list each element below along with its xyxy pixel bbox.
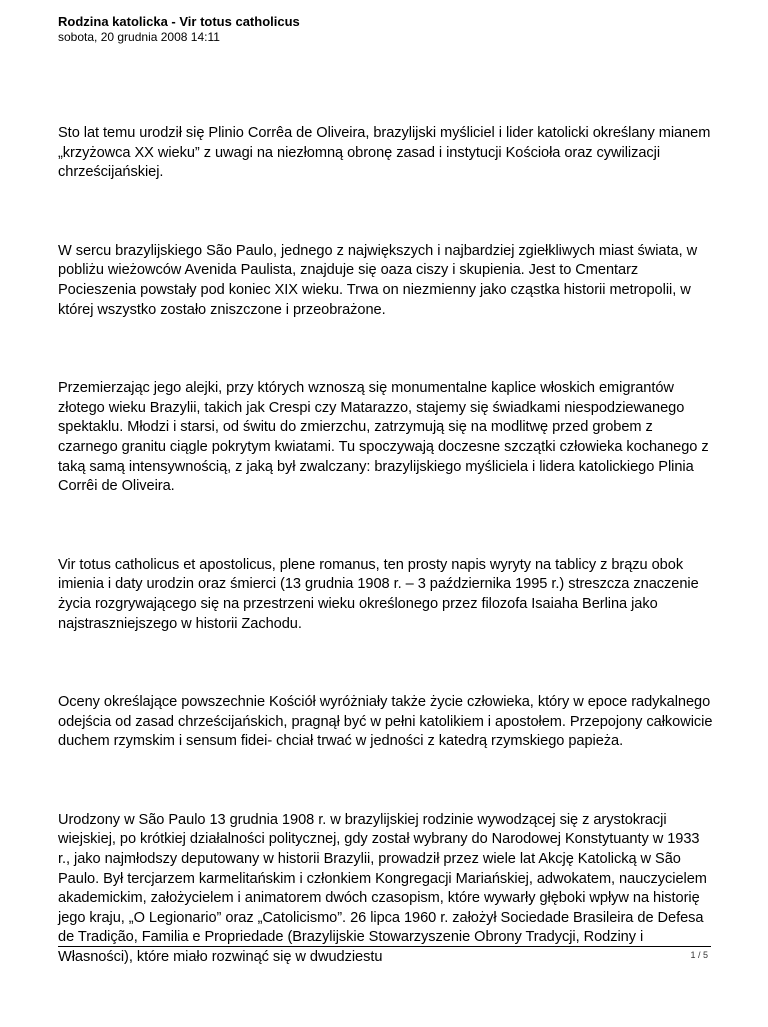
article-body (58, 124, 713, 1027)
paragraph: W sercu brazylijskiego São Paulo, jednego z największych i najbardziej zgiełkliwych miast świata, w pobliżu wieżowców Avenida Paulista, znajduje się oaza ciszy i skupienia. Jest to Cmentarz Pocieszenia powstały pod koniec XIX wieku. Trwa on niezmienny jako cząstka historii metropolii, w której wszystko zostało zniszczone i przeobrażone. (58, 242, 698, 318)
footer-divider (58, 946, 711, 947)
document-title: Rodzina katolicka - Vir totus catholicus (58, 14, 300, 29)
page-header (58, 14, 708, 45)
paragraph: Vir totus catholicus et apostolicus, plene romanus, ten prosty napis wyryty na tablicy z brązu obok imienia i daty urodzin oraz śmierci (13 grudnia 1908 r. – 3 października 1995 r.) streszcza znaczenie życia rozgrywającego się na przestrzeni wieku określonego przez filozofa Isaiaha Berlina jako najstraszniejszego w historii Zachodu. (58, 556, 699, 632)
document-date: sobota, 20 grudnia 2008 14:11 (58, 30, 220, 44)
paragraph: Oceny określające powszechnie Kościół wyróżniały także życie człowieka, który w epoce radykalnego odejścia od zasad chrześcijańskich, pragnął być w pełni katolikiem i apostołem. Przepojony całkowicie duchem rzymskim i sensum fidei- chciał trwać w jedności z katedrą rzymskiego papieża. (58, 694, 713, 750)
paragraph: Urodzony w São Paulo 13 grudnia 1908 r. w brazylijskiej rodzinie wywodzącej się z arystokracji wiejskiej, po krótkiej działalności politycznej, gdy został wybrany do Narodowej Konstytuanty w 1933 r., jako najmłodszy deputowany w historii Brazylii, prowadził przez wiele lat Akcję Katolicką w São Paulo. Był tercjarzem karmelitańskim i członkiem Kongregacji Mariańskiej, adwokatem, nauczycielem akademickim, założycielem i animatorem dwóch czasopism, które wywarły głęboki wpływ na historię jego kraju, „O Legionario” oraz „Catolicismo”. 26 lipca 1960 r. założył Sociedade Brasileira de Defesa de Tradição, Familia e Propriedade (Brazylijskie Stowarzyszenie Obrony Tradycji, Rodziny i Własności), które miało rozwinąć się w dwudziestu (58, 811, 707, 966)
page-number: 1 / 5 (690, 950, 708, 960)
paragraph: Sto lat temu urodził się Plinio Corrêa de Oliveira, brazylijski myśliciel i lider katolicki określany mianem „krzyżowca XX wieku” z uwagi na niezłomną obronę zasad i instytucji Kościoła oraz cywilizacji chrześcijańskiej. (58, 125, 711, 181)
paragraph: Przemierzając jego alejki, przy których wznoszą się monumentalne kaplice włoskich emigrantów złotego wieku Brazylii, takich jak Crespi czy Matarazzo, stajemy się świadkami niespodziewanego spektaklu. Młodzi i starsi, od świtu do zmierzchu, zatrzymują się na modlitwę przed grobem z czarnego granitu ciągle pokrytym kwiatami. Tu spoczywają doczesne szczątki człowieka kochanego z taką samą intensywnością, z jaką był zwalczany: brazylijskiego myśliciela i lidera katolickiego Plinia Corrêi de Oliveira. (58, 380, 709, 495)
